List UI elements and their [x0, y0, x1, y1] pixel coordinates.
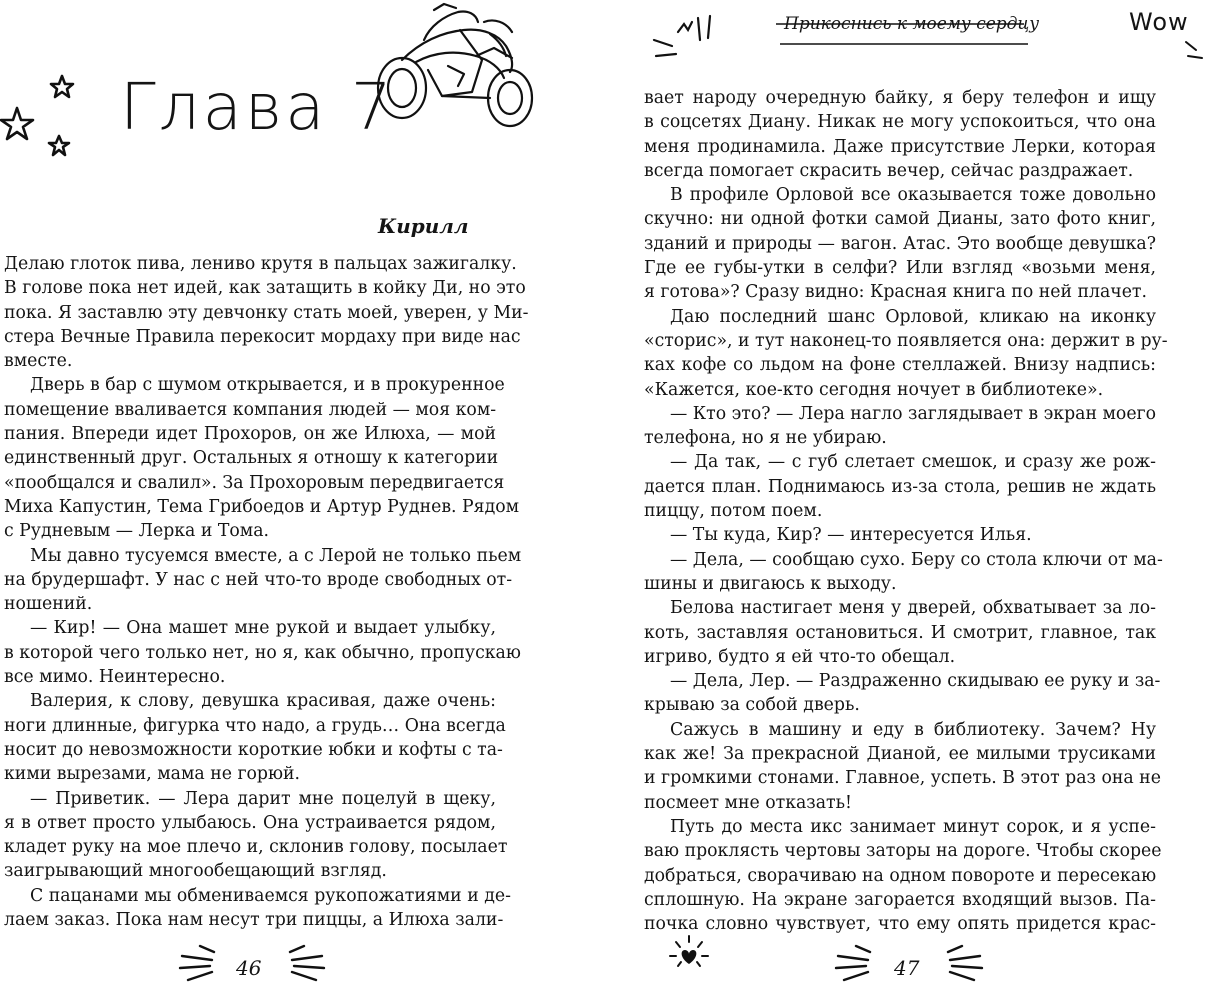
text-line: вает народу очередную байку, я беру телефон и ищу [644, 88, 1156, 108]
text-line: Белова настигает меня у дверей, обхватывает за ло- [670, 598, 1156, 619]
text-line: и громкими стонами. Главное, успеть. В этот раз она не [644, 768, 1161, 789]
text-line: почка словно чувствует, что ему опять придется крас- [644, 914, 1156, 935]
text-line: скучно: ни одной фотки самой Дианы, зато фото книг, [644, 209, 1156, 230]
text-line: дается план. Поднимаюсь из-за стола, решив не ждать [644, 476, 1156, 497]
text-line: В профиле Орловой все оказывается тоже довольно [670, 185, 1156, 206]
text-line: сплошную. На экране загорается входящий вызов. Па- [644, 889, 1156, 910]
text-line: телефона, но я не убираю. [644, 428, 887, 449]
text-line: на брудершафт. У нас с ней что-то вроде свободных от- [4, 569, 513, 590]
right-page [604, 0, 1208, 1000]
text-line: Валерия, к слову, девушка красивая, даже очень: [30, 691, 496, 712]
text-line: Даю последний шанс Орловой, кликаю на иконку [670, 306, 1156, 327]
text-line: ваю проклясть чертовы заторы на дороге. Чтобы скорее [644, 841, 1162, 862]
page-number: 47 [894, 956, 920, 980]
text-line: — Приветик. — Лера дарит мне поцелуй в щеку, [30, 788, 496, 809]
text-line: В голове пока нет идей, как затащить в койку Ди, но это [4, 278, 526, 299]
text-line: — Дела, — сообщаю сухо. Беру со стола ключи от ма- [670, 549, 1163, 570]
motorcycle-doodle-icon [372, 0, 552, 130]
text-line: Где ее губы-утки в селфи? Или взгляд «возьми меня, [644, 258, 1156, 279]
text-line: — Дела, Лер. — Раздраженно скидываю ее руку и за- [670, 671, 1161, 692]
text-line: Миха Капустин, Тема Грибоедов и Артур Руднев. Рядом [4, 496, 520, 517]
text-line: Сажусь в машину и еду в библиотеку. Зачем? Ну [670, 719, 1156, 740]
text-line: посмеет мне отказать! [644, 792, 852, 813]
text-line: зданий и природы — вагон. Атас. Это вообще девушка? [644, 233, 1156, 254]
text-line: лаем заказ. Пока нам несут три пиццы, а Илюха зали- [4, 910, 504, 931]
text-line: носит до невозможности короткие юбки и кофты с та- [4, 739, 503, 760]
stars-doodle-icon [0, 70, 90, 170]
running-header: Прикоснись к моему сердцу [784, 14, 1040, 34]
wow-accent-doodle-icon [1182, 36, 1206, 66]
text-line: — Кир! — Она машет мне рукой и выдает улыбку, [30, 618, 496, 639]
text-line: единственный друг. Остальных я отношу к категории [4, 448, 499, 469]
text-line: шины и двигаюсь к выходу. [644, 573, 897, 594]
text-line: добраться, сворачиваю на одном повороте и пересекаю [644, 865, 1157, 886]
pov-character-name: Кирилл [378, 214, 469, 238]
body-text [4, 252, 529, 932]
text-line: с Рудневым — Лерка и Тома. [4, 521, 270, 542]
text-line: как же! За прекрасной Дианой, ее милыми трусиками [644, 744, 1156, 765]
text-line: всегда помогает скрасить вечер, сейчас раздражает. [644, 160, 1134, 181]
text-line: вместе. [4, 351, 73, 372]
text-line: С пацанами мы обмениваемся рукопожатиями и де- [30, 885, 511, 906]
text-line: кладет руку на мое плечо и, склонив голову, посылает [4, 837, 508, 858]
text-line: — Да так, — с губ слетает смешок, и сразу же рож- [670, 452, 1156, 473]
text-line: Дверь в бар с шумом открывается, и в прокуренное [30, 375, 505, 396]
text-line: кими вырезами, мама не горюй. [4, 764, 301, 785]
body-text [644, 86, 1168, 936]
text-line: меня продинамила. Даже присутствие Лерки, которая [644, 136, 1156, 157]
text-line: все мимо. Неинтересно. [4, 667, 226, 688]
text-line: ношений. [4, 594, 93, 615]
text-line: ках кофе со льдом на фоне стеллажей. Внизу надпись: [644, 355, 1156, 376]
text-line: в соцсетях Диану. Никак не могу успокоиться, что она [644, 112, 1156, 133]
text-line: пания. Впереди идет Прохоров, он же Илюха, — мой [4, 424, 496, 445]
text-line: — Кто это? — Лера нагло заглядывает в экран моего [670, 403, 1157, 424]
right-bracket-doodle-icon [938, 942, 988, 986]
text-line: крываю за собой дверь. [644, 695, 860, 716]
heart-doodle-icon [666, 934, 712, 974]
margin-note: Wow [1129, 8, 1189, 36]
text-line: пиццу, потом поем. [644, 501, 823, 522]
left-bracket-doodle-icon [174, 942, 224, 986]
text-line: Делаю глоток пива, лениво крутя в пальцах зажигалку. [4, 254, 517, 274]
text-line: «сторис», и тут наконец-то появляется она: держит в ру- [644, 330, 1168, 351]
text-line: «Кажется, кое-кто сегодня ночует в библиотеке». [644, 379, 1104, 400]
chapter-title: Глава 7 [120, 71, 395, 145]
text-line: стера Вечные Правила перекосит мордаху при виде нас [4, 326, 521, 347]
text-line: коть, заставляя остановиться. И смотрит, главное, так [644, 622, 1156, 643]
text-line: помещение вваливается компания людей — моя ком- [4, 399, 497, 420]
text-line: я готова»? Сразу видно: Красная книга по ней плачет. [644, 282, 1147, 303]
right-bracket-doodle-icon [280, 942, 330, 986]
text-line: «пообщался и свалил». За Прохоровым передвигается [4, 472, 505, 493]
text-line: Мы давно тусуемся вместе, а с Лерой не только пьем [30, 545, 522, 566]
text-line: Путь до места икс занимает минут сорок, и я успе- [670, 816, 1156, 837]
text-line: пока. Я заставлю эту девчонку стать моей, уверен, у Ми- [4, 302, 529, 323]
text-line: — Ты куда, Кир? — интересуется Илья. [670, 525, 1032, 546]
text-line: в которой чего только нет, но я, как обычно, пропускаю [4, 642, 521, 663]
text-line: игриво, будто я ей что-то обещал. [644, 646, 956, 667]
text-line: ноги длинные, фигурка что надо, а грудь… Она всегда [4, 715, 506, 736]
left-bracket-doodle-icon [830, 942, 880, 986]
text-line: я в ответ просто улыбаюсь. Она устраивается рядом, [4, 812, 496, 833]
page-number: 46 [236, 956, 262, 980]
sparkle-doodle-icon [648, 12, 738, 72]
text-line: заигрывающий многообещающий взгляд. [4, 861, 387, 882]
